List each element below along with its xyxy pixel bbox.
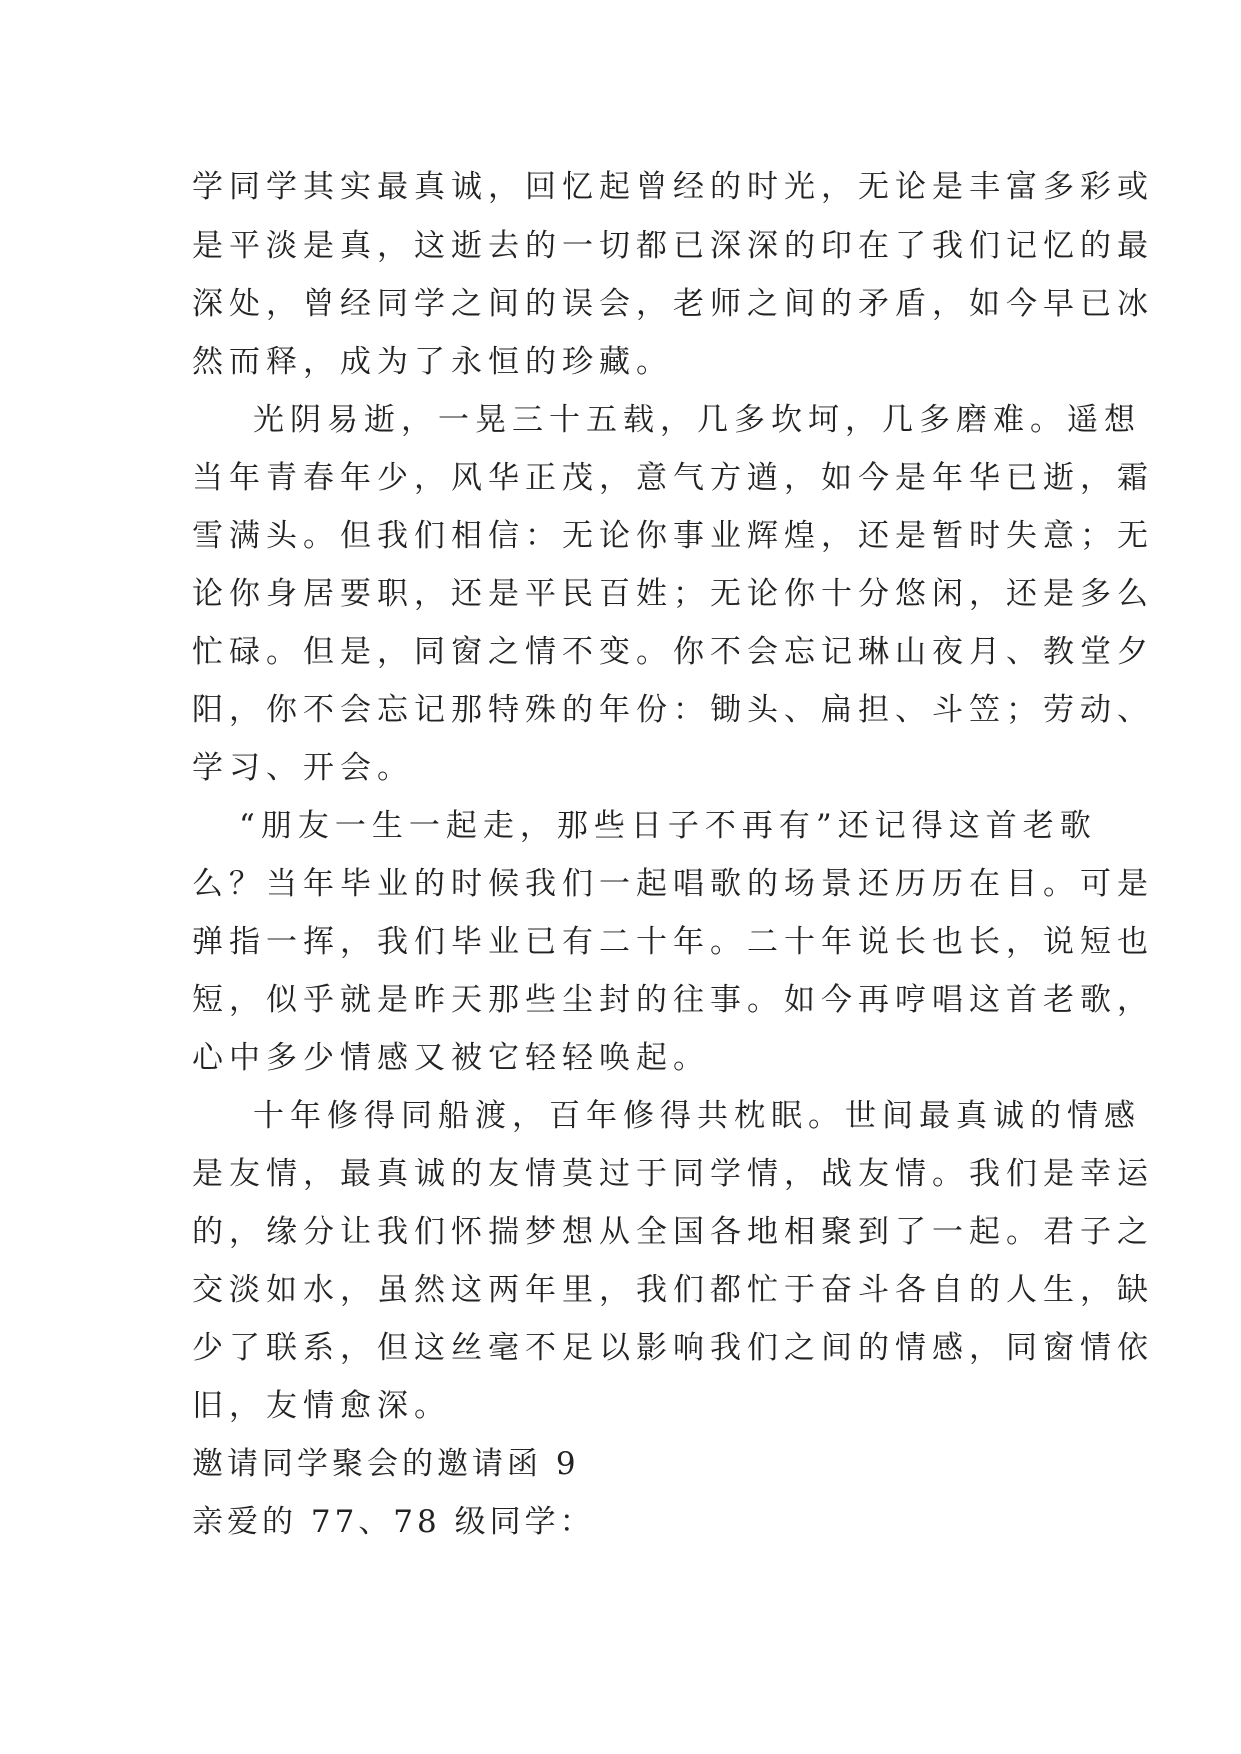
body-text-line: 交淡如水，虽然这两年里，我们都忙于奋斗各自的人生，缺 [192, 1272, 1154, 1308]
body-text-line: 然而释，成为了永恒的珍藏。 [192, 344, 673, 380]
body-text-line: 短，似乎就是昨天那些尘封的往事。如今再哼唱这首老歌， [192, 982, 1154, 1018]
body-text-line: 么？当年毕业的时候我们一起唱歌的场景还历历在目。可是 [192, 866, 1154, 902]
body-text-line: 学同学其实最真诚，回忆起曾经的时光，无论是丰富多彩或 [192, 169, 1154, 205]
body-text-line: 是友情，最真诚的友情莫过于同学情，战友情。我们是幸运 [192, 1156, 1154, 1192]
body-text-line: 忙碌。但是，同窗之情不变。你不会忘记琳山夜月、教堂夕 [192, 634, 1154, 670]
body-text-line: 光阴易逝，一晃三十五载，几多坎坷，几多磨难。遥想 [253, 402, 1141, 438]
body-text-line: 雪满头。但我们相信：无论你事业辉煌，还是暂时失意；无 [192, 518, 1154, 554]
salutation: 亲爱的 77、78 级同学： [192, 1504, 595, 1540]
body-text-line: 少了联系，但这丝毫不足以影响我们之间的情感，同窗情依 [192, 1330, 1154, 1366]
body-text-line: 学习、开会。 [192, 750, 414, 786]
body-text-line: 的，缘分让我们怀揣梦想从全国各地相聚到了一起。君子之 [192, 1214, 1154, 1250]
body-text-line: “朋友一生一起走，那些日子不再有”还记得这首老歌 [239, 808, 1097, 844]
body-text-line: 深处，曾经同学之间的误会，老师之间的矛盾，如今早已冰 [192, 286, 1154, 322]
body-text-line: 是平淡是真，这逝去的一切都已深深的印在了我们记忆的最 [192, 228, 1154, 264]
body-text-line: 论你身居要职，还是平民百姓；无论你十分悠闲，还是多么 [192, 576, 1154, 612]
body-text-line: 当年青春年少，风华正茂，意气方遒，如今是年华已逝，霜 [192, 460, 1154, 496]
section-heading: 邀请同学聚会的邀请函 9 [192, 1446, 580, 1482]
body-text-line: 心中多少情感又被它轻轻唤起。 [192, 1040, 710, 1076]
body-text-line: 阳，你不会忘记那特殊的年份：锄头、扁担、斗笠；劳动、 [192, 692, 1154, 728]
body-text-line: 十年修得同船渡，百年修得共枕眠。世间最真诚的情感 [253, 1098, 1141, 1134]
body-text-line: 弹指一挥，我们毕业已有二十年。二十年说长也长，说短也 [192, 924, 1154, 960]
body-text-line: 旧，友情愈深。 [192, 1388, 451, 1424]
